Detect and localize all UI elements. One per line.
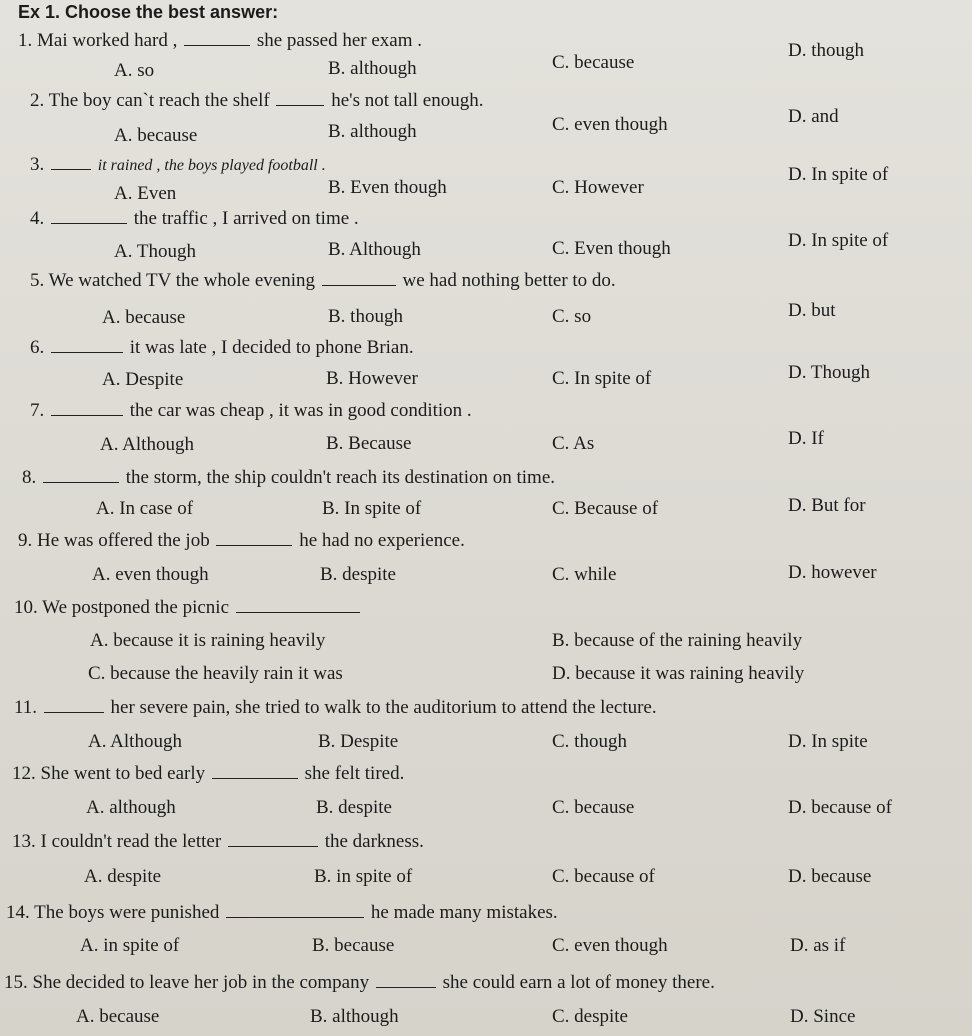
question-3-stem: 3. it rained , the boys played football .	[30, 154, 326, 175]
question-10-stem: 10. We postponed the picnic	[14, 597, 362, 619]
answer-blank[interactable]	[322, 271, 396, 286]
option-a[interactable]: A. so	[114, 60, 155, 81]
option-b[interactable]: B. However	[326, 368, 418, 389]
option-a[interactable]: A. even though	[92, 564, 209, 585]
option-b[interactable]: B. although	[328, 58, 417, 79]
option-a[interactable]: A. because it is raining heavily	[90, 630, 326, 651]
option-a[interactable]: A. because	[114, 125, 198, 146]
option-c[interactable]: C. Even though	[552, 238, 671, 259]
option-d[interactable]: D. Since	[790, 1006, 856, 1027]
option-c[interactable]: C. even though	[552, 935, 668, 956]
answer-blank[interactable]	[51, 401, 123, 416]
option-c[interactable]: C. even though	[552, 114, 668, 135]
option-a[interactable]: A. because	[102, 307, 186, 328]
option-d[interactable]: D. But for	[788, 495, 866, 516]
question-15-stem: 15. She decided to leave her job in the company she could earn a lot of money there.	[4, 972, 715, 993]
option-c[interactable]: C. However	[552, 177, 644, 198]
option-c[interactable]: C. though	[552, 731, 627, 752]
option-b[interactable]: B. Although	[328, 239, 421, 260]
option-b[interactable]: B. Even though	[328, 177, 447, 198]
option-a[interactable]: A. Even	[114, 183, 177, 204]
option-d[interactable]: D. because it was raining heavily	[552, 663, 805, 684]
answer-blank[interactable]	[216, 531, 292, 546]
option-b[interactable]: B. Despite	[318, 731, 399, 752]
option-b[interactable]: B. because	[312, 935, 395, 956]
question-12-stem: 12. She went to bed early she felt tired.	[12, 763, 405, 784]
option-c[interactable]: C. In spite of	[552, 368, 652, 389]
option-c[interactable]: C. because	[552, 797, 635, 818]
option-a[interactable]: A. Although	[100, 434, 194, 455]
question-1-stem: 1. Mai worked hard , she passed her exam .	[18, 30, 422, 51]
option-c[interactable]: C. because of	[552, 866, 655, 887]
option-c[interactable]: C. As	[552, 433, 595, 454]
answer-blank[interactable]	[43, 468, 119, 483]
question-8-stem: 8. the storm, the ship couldn't reach its destination on time.	[22, 467, 556, 488]
option-b[interactable]: B. Because	[326, 433, 412, 454]
question-4-stem: 4. the traffic , I arrived on time .	[30, 208, 359, 229]
option-d[interactable]: D. and	[788, 106, 839, 127]
answer-blank[interactable]	[184, 31, 250, 46]
question-6-stem: 6. it was late , I decided to phone Brian.	[30, 337, 414, 358]
option-a[interactable]: A. Although	[88, 731, 182, 752]
answer-blank[interactable]	[376, 973, 436, 988]
answer-blank[interactable]	[51, 155, 91, 170]
answer-blank[interactable]	[236, 598, 360, 613]
option-d[interactable]: D. because	[788, 866, 872, 887]
answer-blank[interactable]	[51, 338, 123, 353]
answer-blank[interactable]	[276, 91, 324, 106]
option-c[interactable]: C. despite	[552, 1006, 628, 1027]
question-9-stem: 9. He was offered the job he had no experience.	[18, 530, 465, 551]
option-d[interactable]: D. though	[788, 40, 864, 61]
question-2-stem: 2. The boy can`t reach the shelf he's not tall enough.	[30, 90, 484, 111]
question-11-stem: 11. her severe pain, she tried to walk to the auditorium to attend the lecture.	[14, 697, 657, 718]
option-b[interactable]: B. although	[310, 1006, 399, 1027]
question-5-stem: 5. We watched TV the whole evening we had nothing better to do.	[30, 270, 616, 291]
answer-blank[interactable]	[44, 698, 104, 713]
option-b[interactable]: B. in spite of	[314, 866, 413, 887]
option-a[interactable]: A. despite	[84, 866, 162, 887]
option-a[interactable]: A. Despite	[102, 369, 184, 390]
answer-blank[interactable]	[212, 764, 298, 779]
option-d[interactable]: D. In spite of	[788, 230, 889, 251]
option-c[interactable]: C. so	[552, 306, 592, 327]
option-d[interactable]: D. Though	[788, 362, 870, 383]
option-a[interactable]: A. because	[76, 1006, 160, 1027]
exercise-title: Ex 1. Choose the best answer:	[18, 2, 279, 22]
option-b[interactable]: B. In spite of	[322, 498, 422, 519]
option-d[interactable]: D. In spite of	[788, 164, 889, 185]
option-b[interactable]: B. despite	[316, 797, 392, 818]
option-a[interactable]: A. Though	[114, 241, 196, 262]
answer-blank[interactable]	[51, 209, 127, 224]
question-7-stem: 7. the car was cheap , it was in good condition .	[30, 400, 472, 421]
option-d[interactable]: D. In spite	[788, 731, 868, 752]
option-d[interactable]: D. because of	[788, 797, 892, 818]
option-b[interactable]: B. because of the raining heavily	[552, 630, 803, 651]
option-b[interactable]: B. though	[328, 306, 403, 327]
answer-blank[interactable]	[226, 903, 364, 918]
option-d[interactable]: D. as if	[790, 935, 846, 956]
option-a[interactable]: A. In case of	[96, 498, 194, 519]
option-b[interactable]: B. although	[328, 121, 417, 142]
option-b[interactable]: B. despite	[320, 564, 396, 585]
option-a[interactable]: A. in spite of	[80, 935, 180, 956]
option-d[interactable]: D. but	[788, 300, 836, 321]
option-c[interactable]: C. Because of	[552, 498, 659, 519]
option-c[interactable]: C. because	[552, 52, 635, 73]
question-13-stem: 13. I couldn't read the letter the darkness.	[12, 831, 424, 852]
question-14-stem: 14. The boys were punished he made many mistakes.	[6, 902, 558, 923]
option-c[interactable]: C. while	[552, 564, 617, 585]
answer-blank[interactable]	[228, 832, 318, 847]
option-d[interactable]: D. however	[788, 562, 877, 583]
option-d[interactable]: D. If	[788, 428, 824, 449]
option-c[interactable]: C. because the heavily rain it was	[88, 663, 343, 684]
option-a[interactable]: A. although	[86, 797, 176, 818]
